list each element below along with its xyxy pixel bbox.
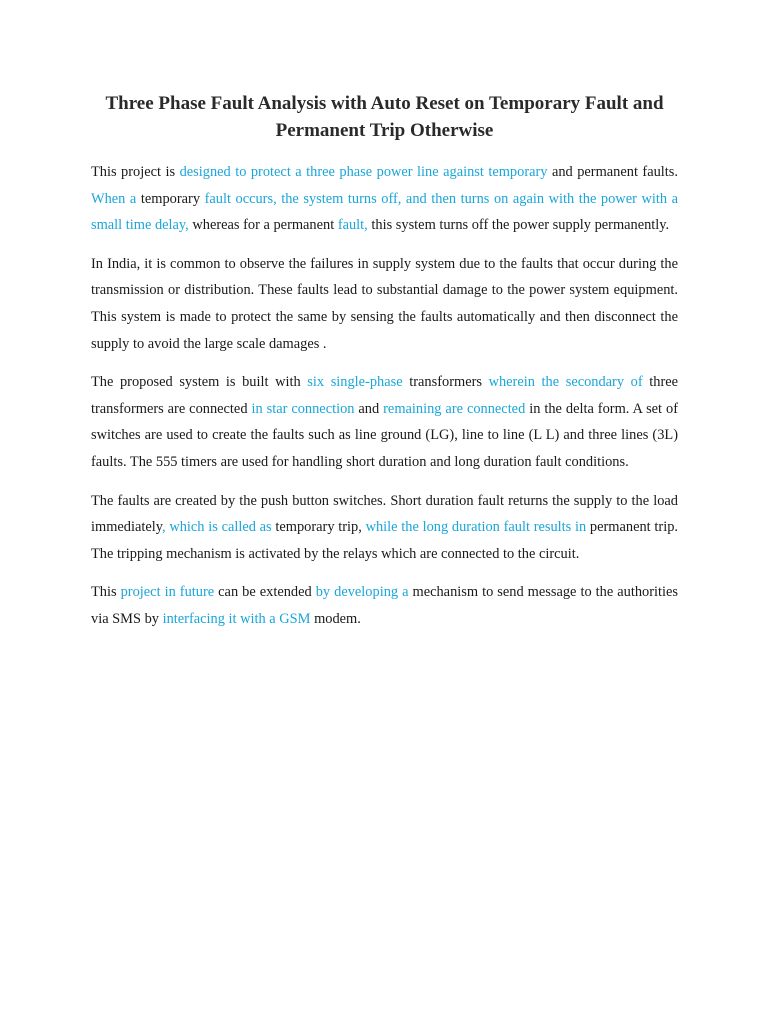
text-segment: in the delta form. A set of switches are used to create the faults such as line ground (LG), line to line (L L) and three lines (3L) faults. The 555 timers are used for handling short duration and long duration fault conditions. — [91, 400, 678, 470]
document-page — [91, 90, 678, 645]
text-segment: The proposed system is built with — [91, 374, 308, 391]
highlighted-text: , which is called as — [162, 519, 272, 536]
paragraph-future — [91, 579, 678, 632]
highlighted-text: by developing a — [315, 584, 409, 601]
text-segment: temporary trip, — [271, 519, 366, 536]
highlighted-text: while the long duration fault results in — [365, 519, 587, 536]
paragraph-faults — [91, 488, 678, 568]
highlighted-text: fault occurs, the system turns off, and then turns on again with the power with a small time delay, — [91, 190, 678, 234]
highlighted-text: remaining are connected — [383, 400, 526, 417]
text-segment: transformers — [402, 374, 489, 391]
text-segment: modem. — [310, 610, 361, 627]
text-segment: can be extended — [214, 584, 316, 601]
text-segment: This — [91, 584, 121, 601]
highlighted-text: When a — [91, 190, 137, 207]
text-segment: and permanent faults. — [547, 164, 678, 180]
highlighted-text: interfacing it with a GSM — [162, 610, 311, 627]
highlighted-text: fault, — [337, 217, 368, 234]
document-title: Three Phase Fault Analysis with Auto Reset on Temporary Fault and Permanent Trip Otherwise — [105, 93, 664, 141]
text-segment: The faults are created by the push button switches. Short duration fault returns the supply to the load immediately — [91, 492, 678, 536]
text-segment: permanent trip. The tripping mechanism is activated by the relays which are connected to the circuit. — [91, 519, 678, 562]
highlighted-text: wherein the secondary of — [488, 374, 643, 391]
text-segment: In India, it is common to observe the failures in supply system due to the faults that occur during the transmission or distribution. These faults lead to substantial damage to the power system equipment. This system is made to protect the same by sensing the faults automatically and then disconnect the supply to avoid the large scale damages . — [91, 255, 678, 352]
text-segment: three transformers are connected — [91, 374, 679, 417]
highlighted-text: project in future — [120, 584, 215, 601]
text-segment: this system turns off the power supply permanently. — [367, 217, 670, 234]
paragraph-intro — [91, 159, 678, 239]
highlighted-text: six single-phase — [307, 374, 403, 391]
text-segment: mechanism to send message to the authorities via SMS by — [91, 584, 679, 627]
highlighted-text: designed to protect a three phase power line against temporary — [179, 164, 548, 180]
text-segment: temporary — [136, 190, 205, 207]
paragraph-proposed-system — [91, 369, 678, 475]
highlighted-text: in star connection — [251, 400, 355, 417]
text-segment: whereas for a permanent — [188, 217, 338, 234]
text-segment: This project is — [91, 164, 180, 180]
text-segment: and — [354, 400, 384, 417]
paragraph-india — [91, 251, 678, 357]
